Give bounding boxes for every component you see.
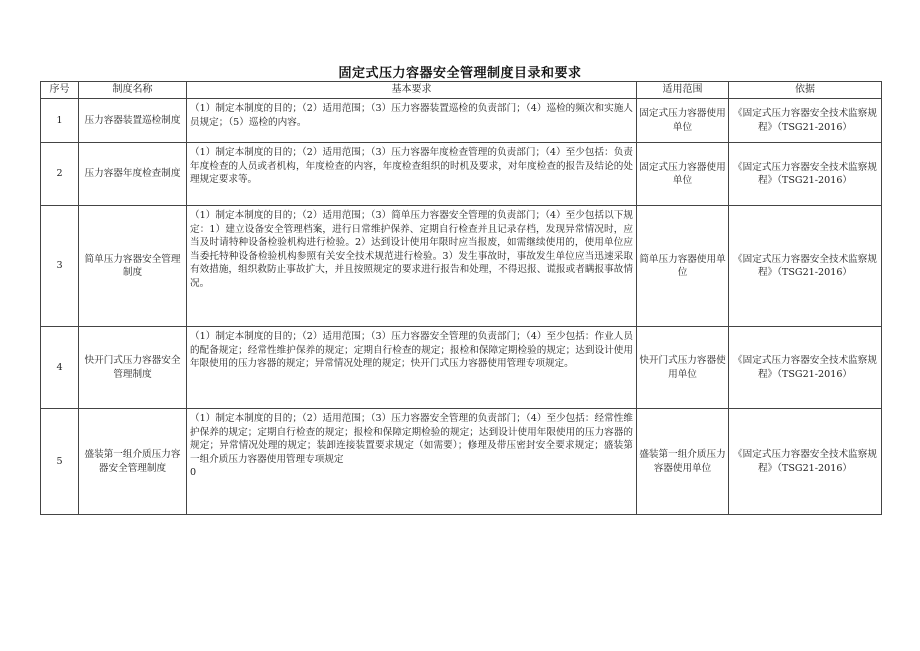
regulation-table (40, 81, 882, 515)
header-name: 制度名称 (79, 82, 187, 99)
header-no: 序号 (41, 82, 79, 99)
table-header-row (41, 82, 882, 99)
page-title: 固定式压力容器安全管理制度目录和要求 (338, 66, 582, 81)
row-number: 2 (41, 143, 79, 206)
basis-cell: 《固定式压力容器安全技术监察规程》（TSG21-2016） (729, 143, 882, 206)
requirements-text: （1）制定本制度的目的；（2）适用范围；（3）压力容器安全管理的负责部门；（4）至少包括：作业人员的配备规定；经常性维护保养的规定；定期自行检查的规定；报检和保障定期检验的规定；达到设计使用年限使用的压力容器的规定；异常情况处理的规定；快开门式压力容器使用管理专项规定。 (190, 331, 633, 369)
requirements-text: （1）制定本制度的目的；（2）适用范围；（3）压力容器安全管理的负责部门；（4）至少包括：经常性维护保养的规定；定期自行检查的规定；报检和保障定期检验的规定；达到设计使用年限使用的压力容器的规定；异常情况处理的规定；装卸连接装置要求规定（如需要）；修理及带压密封安全要求规定；盛装第一组介质压力容器使用管理专项规定 (190, 413, 633, 465)
row-number: 3 (41, 206, 79, 327)
regulation-name: 快开门式压力容器安全管理制度 (79, 327, 187, 409)
requirements-cell (187, 99, 637, 143)
basis-cell: 《固定式压力容器安全技术监察规程》（TSG21-2016） (729, 206, 882, 327)
basis-cell: 《固定式压力容器安全技术监察规程》（TSG21-2016） (729, 409, 882, 515)
header-basis: 依据 (729, 82, 882, 99)
requirements-cell (187, 206, 637, 327)
table-row (41, 327, 882, 409)
requirements-cell (187, 143, 637, 206)
table-row (41, 409, 882, 515)
basis-cell: 《固定式压力容器安全技术监察规程》（TSG21-2016） (729, 99, 882, 143)
regulation-name: 压力容器年度检查制度 (79, 143, 187, 206)
basis-cell: 《固定式压力容器安全技术监察规程》（TSG21-2016） (729, 327, 882, 409)
table-row (41, 99, 882, 143)
scope-cell: 固定式压力容器使用单位 (637, 143, 729, 206)
table-row (41, 206, 882, 327)
table-row (41, 143, 882, 206)
row-number: 5 (41, 409, 79, 515)
scope-cell: 快开门式压力容器使用单位 (637, 327, 729, 409)
regulation-name: 简单压力容器安全管理制度 (79, 206, 187, 327)
requirements-cell (187, 327, 637, 409)
scope-cell: 简单压力容器使用单位 (637, 206, 729, 327)
requirements-text: （1）制定本制度的目的；（2）适用范围；（3）简单压力容器安全管理的负责部门；（4）至少包括以下规定：1）建立设备安全管理档案，进行日常维护保养、定期自行检查并且记录存档，发现异常情况时，应当及时请特种设备检验机构进行检验。2）达到设计使用年限时应当报废，如需继续使用的，使用单位应当委托特种设备检验机构参照有关安全技术规范进行检验。3）发生事故时，事故发生单位应当迅速采取有效措施，组织救防止事故扩大，并且按照规定的要求进行报告和处理，不得迟报、谎报或者瞒报事故情况。 (190, 210, 633, 289)
row-number: 4 (41, 327, 79, 409)
header-requirements: 基本要求 (187, 82, 637, 99)
requirements-trailing-mark: 0 (190, 467, 197, 478)
header-scope: 适用范围 (637, 82, 729, 99)
regulation-name: 盛装第一组介质压力容器安全管理制度 (79, 409, 187, 515)
regulation-name: 压力容器装置巡检制度 (79, 99, 187, 143)
requirements-text: （1）制定本制度的目的；（2）适用范围；（3）压力容器年度检查管理的负责部门；（4）至少包括：负责年度检查的人员或者机构，年度检查的内容，年度检查组织的时机及要求，对年度检查的报告及结论的处理规定要求等。 (190, 147, 633, 185)
requirements-text: （1）制定本制度的目的；（2）适用范围；（3）压力容器装置巡检的负责部门；（4）巡检的频次和实施人员规定；（5）巡检的内容。 (190, 103, 633, 128)
row-number: 1 (41, 99, 79, 143)
requirements-cell (187, 409, 637, 515)
scope-cell: 盛装第一组介质压力容器使用单位 (637, 409, 729, 515)
scope-cell: 固定式压力容器使用单位 (637, 99, 729, 143)
